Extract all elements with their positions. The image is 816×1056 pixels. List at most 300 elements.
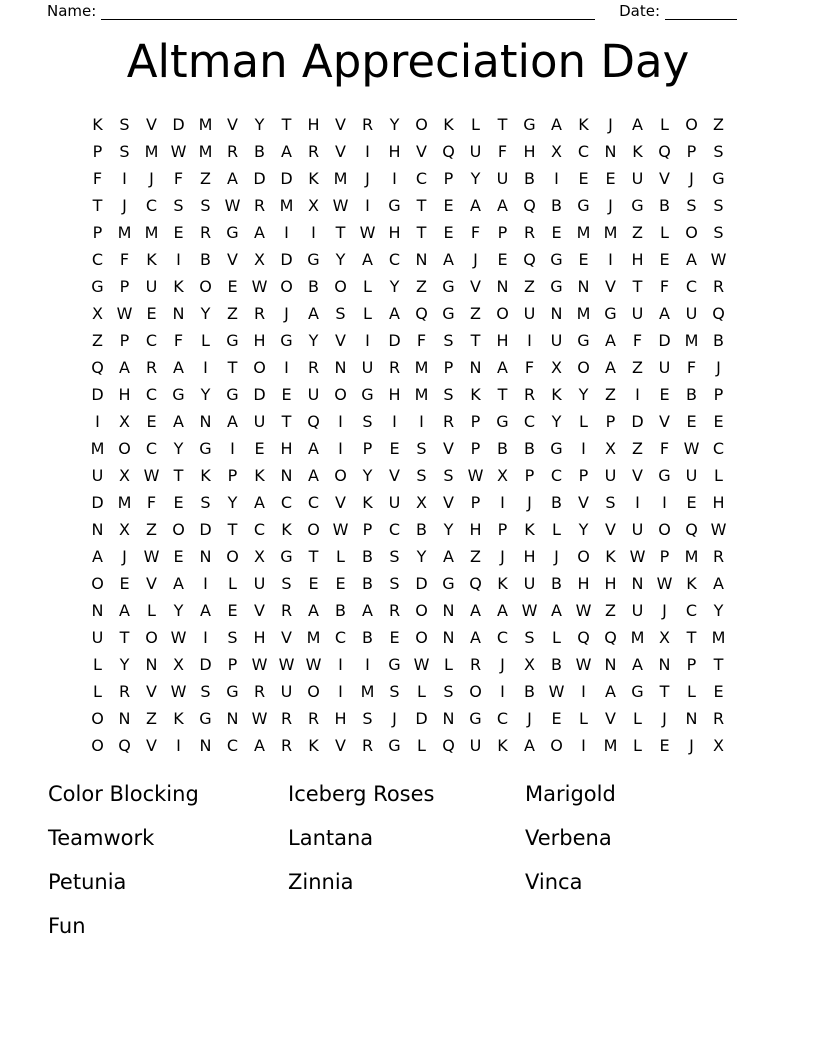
grid-letter: Z	[146, 520, 157, 539]
grid-letter: M	[117, 223, 132, 242]
grid-letter: Q	[469, 574, 482, 593]
grid-letter: P	[92, 142, 103, 161]
grid-letter: P	[227, 466, 238, 485]
grid-letter: J	[149, 169, 154, 188]
grid-letter: U	[631, 304, 644, 323]
grid-letter: F	[659, 277, 670, 296]
grid-letter: W	[413, 655, 430, 674]
grid-letter: I	[176, 250, 181, 269]
grid-letter: Y	[227, 493, 238, 512]
grid-row	[84, 165, 732, 192]
grid-letter: F	[119, 250, 130, 269]
grid-letter: E	[713, 682, 724, 701]
grid-letter: E	[578, 169, 589, 188]
grid-letter: M	[90, 439, 105, 458]
word-list-item: Petunia	[48, 870, 127, 894]
grid-letter: G	[442, 574, 455, 593]
grid-letter: K	[497, 574, 508, 593]
grid-letter: L	[552, 628, 561, 647]
grid-letter: L	[633, 709, 642, 728]
grid-letter: W	[656, 574, 673, 593]
grid-letter: Z	[524, 277, 535, 296]
grid-letter: U	[523, 574, 536, 593]
grid-letter: R	[523, 223, 536, 242]
grid-letter: Q	[442, 736, 455, 755]
grid-letter: O	[685, 115, 698, 134]
grid-letter: V	[578, 493, 589, 512]
grid-letter: G	[280, 331, 293, 350]
grid-letter: W	[548, 682, 565, 701]
grid-letter: Y	[173, 601, 184, 620]
grid-letter: G	[469, 709, 482, 728]
grid-letter: A	[497, 196, 508, 215]
grid-letter: L	[579, 412, 588, 431]
grid-letter: U	[631, 169, 644, 188]
grid-letter: G	[388, 736, 401, 755]
grid-letter: R	[253, 304, 266, 323]
word-list-item: Lantana	[288, 826, 374, 850]
grid-letter: X	[119, 520, 130, 539]
grid-letter: H	[388, 142, 401, 161]
grid-letter: N	[442, 709, 455, 728]
grid-letter: P	[686, 142, 697, 161]
grid-letter: B	[524, 169, 535, 188]
grid-letter: G	[361, 385, 374, 404]
grid-letter: K	[686, 574, 697, 593]
grid-letter: J	[527, 709, 532, 728]
grid-letter: Z	[632, 439, 643, 458]
grid-letter: U	[631, 601, 644, 620]
grid-letter: P	[686, 655, 697, 674]
grid-letter: L	[93, 655, 102, 674]
grid-letter: C	[388, 520, 401, 539]
grid-letter: R	[712, 547, 725, 566]
grid-letter: W	[332, 520, 349, 539]
grid-letter: N	[226, 709, 239, 728]
grid-letter: S	[200, 493, 211, 512]
grid-letter: H	[469, 520, 482, 539]
grid-letter: O	[91, 709, 104, 728]
grid-letter: N	[604, 655, 617, 674]
grid-letter: O	[415, 601, 428, 620]
grid-letter: V	[443, 439, 454, 458]
grid-letter: O	[550, 736, 563, 755]
grid-letter: U	[685, 304, 698, 323]
grid-letter: A	[389, 304, 400, 323]
grid-letter: I	[365, 331, 370, 350]
grid-letter: Y	[578, 520, 589, 539]
grid-letter: L	[228, 574, 237, 593]
grid-letter: E	[173, 493, 184, 512]
grid-letter: E	[443, 223, 454, 242]
grid-letter: S	[443, 331, 454, 350]
grid-letter: J	[392, 709, 397, 728]
grid-letter: X	[416, 493, 427, 512]
grid-letter: E	[227, 277, 238, 296]
grid-letter: Z	[227, 304, 238, 323]
grid-letter: R	[307, 142, 320, 161]
grid-letter: C	[712, 439, 725, 458]
grid-letter: V	[335, 493, 346, 512]
grid-letter: B	[659, 196, 670, 215]
grid-letter: R	[469, 655, 482, 674]
grid-letter: F	[632, 331, 643, 350]
grid-letter: G	[604, 304, 617, 323]
grid-letter: I	[500, 493, 505, 512]
grid-letter: I	[203, 628, 208, 647]
grid-letter: I	[635, 385, 640, 404]
grid-letter: Q	[577, 628, 590, 647]
grid-letter: V	[335, 736, 346, 755]
grid-letter: J	[527, 493, 532, 512]
grid-letter: I	[527, 331, 532, 350]
grid-letter: S	[605, 493, 616, 512]
grid-letter: A	[119, 358, 130, 377]
grid-letter: R	[712, 277, 725, 296]
grid-letter: A	[605, 331, 616, 350]
grid-letter: E	[686, 412, 697, 431]
grid-letter: A	[227, 412, 238, 431]
grid-letter: N	[334, 358, 347, 377]
grid-letter: U	[550, 331, 563, 350]
grid-letter: L	[201, 331, 210, 350]
grid-letter: M	[144, 223, 159, 242]
grid-letter: T	[227, 358, 238, 377]
grid-letter: W	[251, 277, 268, 296]
grid-letter: V	[389, 466, 400, 485]
word-list-item: Marigold	[525, 782, 616, 806]
grid-letter: D	[91, 385, 104, 404]
grid-letter: I	[365, 196, 370, 215]
grid-letter: O	[226, 547, 239, 566]
grid-row	[84, 192, 732, 219]
grid-letter: B	[335, 601, 346, 620]
grid-letter: B	[524, 439, 535, 458]
grid-letter: S	[362, 709, 373, 728]
grid-row	[84, 705, 732, 732]
grid-letter: T	[713, 655, 724, 674]
grid-letter: Y	[200, 385, 211, 404]
grid-letter: A	[443, 250, 454, 269]
grid-letter: Y	[443, 520, 454, 539]
grid-letter: L	[147, 601, 156, 620]
grid-letter: T	[227, 520, 238, 539]
grid-letter: R	[361, 736, 374, 755]
grid-letter: M	[117, 493, 132, 512]
grid-letter: G	[307, 250, 320, 269]
grid-row	[84, 543, 732, 570]
grid-letter: A	[551, 115, 562, 134]
grid-letter: A	[551, 601, 562, 620]
grid-letter: S	[416, 466, 427, 485]
grid-letter: S	[389, 682, 400, 701]
grid-letter: D	[280, 250, 293, 269]
grid-letter: T	[416, 223, 427, 242]
grid-letter: H	[712, 493, 725, 512]
grid-letter: I	[581, 736, 586, 755]
grid-letter: E	[389, 439, 400, 458]
grid-letter: G	[550, 439, 563, 458]
grid-letter: I	[581, 682, 586, 701]
grid-letter: F	[173, 331, 184, 350]
grid-letter: L	[579, 709, 588, 728]
grid-letter: E	[713, 412, 724, 431]
grid-letter: V	[605, 709, 616, 728]
grid-letter: I	[608, 250, 613, 269]
grid-letter: Q	[712, 304, 725, 323]
grid-letter: R	[226, 142, 239, 161]
grid-letter: W	[143, 547, 160, 566]
grid-letter: E	[173, 547, 184, 566]
grid-letter: E	[308, 574, 319, 593]
grid-row	[84, 219, 732, 246]
grid-letter: K	[146, 250, 157, 269]
grid-letter: A	[443, 547, 454, 566]
grid-letter: N	[145, 655, 158, 674]
grid-letter: N	[469, 358, 482, 377]
grid-letter: Q	[658, 142, 671, 161]
grid-letter: S	[200, 196, 211, 215]
grid-letter: N	[577, 277, 590, 296]
grid-letter: W	[305, 655, 322, 674]
grid-letter: G	[712, 169, 725, 188]
grid-letter: I	[365, 142, 370, 161]
grid-letter: P	[524, 466, 535, 485]
grid-letter: A	[362, 601, 373, 620]
grid-letter: Y	[362, 466, 373, 485]
grid-letter: V	[227, 115, 238, 134]
grid-letter: S	[686, 196, 697, 215]
grid-letter: G	[550, 277, 563, 296]
grid-letter: C	[496, 628, 509, 647]
grid-row	[84, 651, 732, 678]
grid-letter: I	[311, 223, 316, 242]
grid-letter: N	[631, 574, 644, 593]
grid-letter: A	[92, 547, 103, 566]
grid-letter: A	[308, 601, 319, 620]
grid-letter: C	[685, 277, 698, 296]
grid-letter: T	[416, 196, 427, 215]
grid-letter: V	[443, 493, 454, 512]
grid-letter: Y	[713, 601, 724, 620]
grid-letter: M	[576, 304, 591, 323]
grid-letter: V	[605, 277, 616, 296]
grid-letter: G	[199, 439, 212, 458]
grid-letter: L	[714, 466, 723, 485]
grid-letter: K	[173, 277, 184, 296]
grid-letter: V	[335, 331, 346, 350]
grid-letter: L	[471, 115, 480, 134]
grid-letter: J	[554, 547, 559, 566]
grid-letter: G	[280, 547, 293, 566]
grid-letter: G	[577, 196, 590, 215]
grid-letter: F	[92, 169, 103, 188]
grid-letter: H	[496, 331, 509, 350]
grid-letter: E	[578, 250, 589, 269]
grid-letter: Q	[523, 250, 536, 269]
grid-letter: A	[281, 142, 292, 161]
grid-letter: A	[605, 358, 616, 377]
grid-letter: Z	[470, 547, 481, 566]
grid-letter: P	[362, 439, 373, 458]
grid-letter: G	[631, 196, 644, 215]
grid-row	[84, 354, 732, 381]
grid-letter: S	[200, 682, 211, 701]
grid-letter: I	[176, 736, 181, 755]
grid-letter: H	[523, 142, 536, 161]
grid-letter: G	[91, 277, 104, 296]
grid-letter: N	[91, 601, 104, 620]
puzzle-title: Altman Appreciation Day	[126, 35, 690, 88]
grid-letter: I	[419, 412, 424, 431]
grid-letter: M	[630, 628, 645, 647]
grid-letter: O	[685, 223, 698, 242]
grid-letter: P	[119, 331, 130, 350]
grid-letter: D	[631, 412, 644, 431]
grid-letter: H	[388, 223, 401, 242]
grid-letter: E	[173, 223, 184, 242]
grid-letter: F	[470, 223, 481, 242]
grid-letter: T	[470, 331, 481, 350]
date-label: Date:	[619, 2, 660, 20]
grid-letter: P	[605, 412, 616, 431]
grid-letter: R	[523, 385, 536, 404]
grid-letter: T	[281, 115, 292, 134]
grid-letter: W	[170, 142, 187, 161]
grid-letter: J	[608, 115, 613, 134]
grid-letter: B	[362, 628, 373, 647]
grid-letter: M	[279, 196, 294, 215]
grid-letter: M	[333, 169, 348, 188]
grid-letter: Z	[713, 115, 724, 134]
grid-letter: V	[254, 601, 265, 620]
grid-letter: M	[360, 682, 375, 701]
grid-letter: P	[659, 547, 670, 566]
grid-letter: A	[605, 682, 616, 701]
grid-letter: J	[500, 547, 505, 566]
grid-letter: E	[659, 385, 670, 404]
grid-letter: C	[226, 736, 239, 755]
grid-letter: T	[335, 223, 346, 242]
grid-letter: U	[631, 520, 644, 539]
grid-letter: P	[470, 412, 481, 431]
grid-letter: R	[307, 358, 320, 377]
grid-letter: C	[685, 601, 698, 620]
grid-letter: L	[363, 277, 372, 296]
grid-letter: A	[497, 601, 508, 620]
grid-letter: H	[334, 709, 347, 728]
grid-letter: F	[416, 331, 427, 350]
grid-row	[84, 516, 732, 543]
grid-letter: S	[119, 115, 130, 134]
grid-letter: J	[689, 736, 694, 755]
grid-letter: E	[119, 574, 130, 593]
grid-letter: X	[497, 466, 508, 485]
grid-letter: U	[469, 736, 482, 755]
grid-letter: I	[338, 412, 343, 431]
grid-letter: E	[659, 736, 670, 755]
grid-letter: H	[604, 574, 617, 593]
grid-letter: K	[92, 115, 103, 134]
grid-letter: W	[224, 196, 241, 215]
grid-letter: R	[712, 709, 725, 728]
grid-letter: O	[307, 682, 320, 701]
grid-letter: M	[198, 142, 213, 161]
grid-letter: C	[145, 385, 158, 404]
grid-letter: C	[415, 169, 428, 188]
grid-letter: X	[308, 196, 319, 215]
grid-letter: K	[173, 709, 184, 728]
grid-letter: Z	[632, 358, 643, 377]
grid-letter: A	[362, 250, 373, 269]
grid-letter: R	[388, 358, 401, 377]
grid-letter: I	[392, 412, 397, 431]
grid-row	[84, 570, 732, 597]
grid-letter: U	[469, 142, 482, 161]
name-blank-line	[101, 4, 595, 20]
grid-letter: P	[362, 520, 373, 539]
grid-letter: P	[227, 655, 238, 674]
grid-letter: V	[605, 520, 616, 539]
grid-letter: F	[146, 493, 157, 512]
grid-letter: C	[253, 520, 266, 539]
grid-letter: Z	[92, 331, 103, 350]
grid-letter: T	[281, 412, 292, 431]
grid-letter: V	[416, 142, 427, 161]
grid-letter: W	[278, 655, 295, 674]
grid-letter: T	[497, 115, 508, 134]
grid-letter: Y	[200, 304, 211, 323]
grid-letter: I	[338, 682, 343, 701]
grid-letter: C	[91, 250, 104, 269]
grid-letter: N	[604, 142, 617, 161]
grid-letter: S	[713, 142, 724, 161]
grid-letter: T	[686, 628, 697, 647]
grid-letter: S	[443, 466, 454, 485]
grid-letter: T	[173, 466, 184, 485]
grid-letter: J	[365, 169, 370, 188]
grid-letter: W	[143, 466, 160, 485]
grid-letter: V	[146, 682, 157, 701]
grid-letter: A	[200, 601, 211, 620]
grid-letter: I	[338, 439, 343, 458]
grid-letter: G	[550, 250, 563, 269]
grid-letter: I	[203, 358, 208, 377]
grid-letter: X	[254, 250, 265, 269]
grid-letter: C	[307, 493, 320, 512]
grid-letter: K	[551, 385, 562, 404]
grid-letter: V	[335, 115, 346, 134]
grid-letter: I	[95, 412, 100, 431]
grid-letter: L	[417, 682, 426, 701]
grid-letter: O	[415, 628, 428, 647]
grid-letter: E	[443, 196, 454, 215]
grid-letter: G	[199, 709, 212, 728]
grid-letter: S	[389, 547, 400, 566]
grid-letter: H	[577, 574, 590, 593]
grid-letter: N	[658, 655, 671, 674]
grid-row	[84, 678, 732, 705]
grid-letter: O	[496, 304, 509, 323]
grid-letter: O	[91, 574, 104, 593]
grid-letter: M	[306, 628, 321, 647]
grid-letter: A	[632, 115, 643, 134]
grid-letter: O	[415, 115, 428, 134]
grid-letter: U	[685, 466, 698, 485]
grid-letter: H	[307, 115, 320, 134]
grid-letter: C	[145, 196, 158, 215]
grid-letter: B	[254, 142, 265, 161]
